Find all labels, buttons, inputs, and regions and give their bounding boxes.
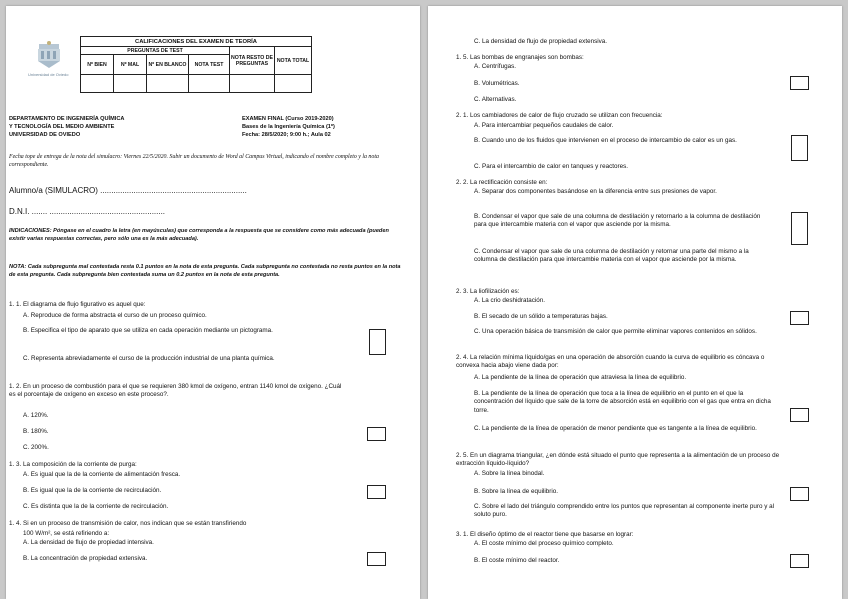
answer-box-2-3[interactable]: [790, 311, 809, 325]
question-2-4-stem: 2. 4. La relación mínima líquido/gas en una operación de absorción cuando la curva de equilibrio es cóncava o convexa hacia abajo viene dada por:: [456, 354, 765, 370]
test-group-header: PREGUNTAS DE TEST: [81, 47, 230, 55]
question-1-4-stem-line2: 100 W/m², se está refiriendo a:: [23, 530, 110, 537]
cell-nota-resto[interactable]: [230, 75, 275, 93]
option-1-3-b: B. Es igual que la de la corriente de recirculación.: [23, 487, 162, 494]
question-1-2-stem: 1. 2. En un proceso de combustión para el que se requieren 380 kmol de oxígeno, entran 1140 kmol de oxígeno. ¿Cuál es el porcentaje de oxígeno en exceso en este proceso?.: [9, 383, 342, 399]
option-3-1-a: A. El coste mínimo del proceso químico completo.: [474, 540, 614, 547]
option-2-1-c: C. Para el intercambio de calor en tanques y reactores.: [474, 163, 629, 170]
cell-blanco[interactable]: [147, 75, 189, 93]
dept-line: UNIVERSIDAD DE OVIEDO: [9, 132, 81, 138]
university-logo-icon: [32, 40, 66, 74]
option-1-4-a: A. La densidad de flujo de propiedad intensiva.: [23, 539, 154, 546]
option-1-5-b: B. Volumétricas.: [474, 80, 520, 87]
question-2-3-stem: 2. 3. La liofilización es:: [456, 288, 520, 295]
option-1-5-a: A. Centrífugas.: [474, 63, 516, 70]
answer-box-1-3[interactable]: [367, 485, 386, 499]
option-1-5-c: C. Alternativas.: [474, 96, 517, 103]
col-nota-total: NOTA TOTAL: [275, 47, 312, 75]
option-2-5-b: B. Sobre la línea de equilibrio.: [474, 488, 559, 495]
answer-box-1-1[interactable]: [369, 329, 386, 355]
option-1-1-c: C. Representa abreviadamente el curso de la producción industrial de una planta química.: [23, 355, 275, 362]
option-2-3-b: B. El secado de un sólido a temperaturas bajas.: [474, 313, 608, 320]
answer-box-2-1[interactable]: [791, 135, 808, 161]
question-2-5-stem: 2. 5. En un diagrama triangular, ¿en dónde está situado el punto que representa a la alimentación de un proceso de extracción líquido-líquido?: [456, 452, 780, 468]
answer-box-1-5[interactable]: [790, 76, 809, 90]
question-1-3-stem: 1. 3. La composición de la corriente de purga:: [9, 461, 137, 468]
option-2-5-c: C. Sobre el lado del triángulo comprendido entre los puntos que representan al componente inerte puro y al soluto puro.: [474, 503, 774, 519]
student-name-field[interactable]: Alumno/a (SIMULACRO) ..................................................................: [9, 186, 247, 195]
option-2-2-c: C. Condensar el vapor que sale de una columna de destilación y retornar una parte del mismo a la columna de destilación para que intercambie materia con el vapor que asciende por la misma.: [474, 248, 749, 264]
option-1-2-b: B. 180%.: [23, 428, 49, 435]
grades-table: [80, 36, 312, 93]
exam-line: Fecha: 28/5/2020; 9:00 h.; Aula 02: [242, 132, 331, 138]
cell-nota-total[interactable]: [275, 75, 312, 93]
option-1-1-a: A. Reproduce de forma abstracta el curso de un proceso químico.: [23, 312, 207, 319]
option-2-5-a: A. Sobre la línea binodal.: [474, 470, 545, 477]
option-1-4-b: B. La concentración de propiedad extensiva.: [23, 555, 148, 562]
option-2-4-b: B. La pendiente de la línea de operación que toca a la línea de equilibrio en el punto en el que la concentración del líquido que sale de la torre de absorción está en equilibrio con el gas que entra en dicha torre.: [474, 390, 771, 414]
option-2-1-b: B. Cuando uno de los fluidos que intervienen en el proceso de intercambio de calor es un gas.: [474, 137, 737, 144]
option-2-1-a: A. Para intercambiar pequeños caudales de calor.: [474, 122, 614, 129]
col-bien: Nº BIEN: [81, 55, 114, 75]
page-2: [428, 6, 842, 599]
department-block: [9, 115, 124, 139]
question-2-2-stem: 2. 2. La rectificación consiste en:: [456, 179, 548, 186]
answer-box-3-1[interactable]: [790, 554, 809, 568]
col-mal: Nº MAL: [114, 55, 147, 75]
question-1-4-stem-line1: 1. 4. Si en un proceso de transmisión de calor, nos indican que se están transfiriendo: [9, 520, 247, 527]
option-3-1-b: B. El coste mínimo del reactor.: [474, 557, 560, 564]
grades-table-title: CALIFICACIONES DEL EXAMEN DE TEORÍA: [81, 37, 312, 47]
exam-line: Bases de la Ingeniería Química (1º): [242, 124, 335, 130]
option-2-4-a: A. La pendiente de la línea de operación que atraviesa la línea de equilibrio.: [474, 374, 687, 381]
question-2-1-stem: 2. 1. Los cambiadores de calor de flujo cruzado se utilizan con frecuencia:: [456, 112, 663, 119]
answer-box-1-2[interactable]: [367, 427, 386, 441]
option-1-2-c: C. 200%.: [23, 444, 49, 451]
option-2-4-c: C. La pendiente de la línea de operación de menor pendiente que es tangente a la línea de equilibrio.: [474, 425, 757, 432]
answer-box-2-4[interactable]: [790, 408, 809, 422]
page-1: [6, 6, 420, 599]
dept-line: DEPARTAMENTO DE INGENIERÍA QUÍMICA: [9, 116, 125, 122]
col-blanco: Nº EN BLANCO: [147, 55, 189, 75]
question-1-5-stem: 1. 5. Las bombas de engranajes son bombas:: [456, 54, 584, 61]
dept-line: Y TECNOLOGÍA DEL MEDIO AMBIENTE: [9, 124, 115, 130]
option-2-2-b: B. Condensar el vapor que sale de una columna de destilación y retornarlo a la columna de destilación para que intercambie materia con el vapor que asciende por la misma.: [474, 213, 761, 229]
question-3-1-stem: 3. 1. El diseño óptimo de el reactor tiene que basarse en lograr:: [456, 531, 634, 538]
instructions-text: INDICACIONES: Póngase en el cuadro la letra (en mayúsculas) que corresponda a la respuesta que se considere como más adecuada (pueden existir varias respuestas correctas, pero sólo una es la más adecuada).: [9, 228, 389, 242]
logo-caption: Universidad de Oviedo: [28, 72, 69, 77]
option-1-3-c: C. Es distinta que la de la corriente de recirculación.: [23, 503, 169, 510]
cell-nota-test[interactable]: [189, 75, 230, 93]
option-1-1-b: B. Especifica el tipo de aparato que se utiliza en cada operación mediante un pictograma.: [23, 327, 273, 334]
option-2-3-a: A. La crio deshidratación.: [474, 297, 546, 304]
answer-box-1-4[interactable]: [367, 552, 386, 566]
exam-info-block: [242, 115, 335, 139]
cell-mal[interactable]: [114, 75, 147, 93]
answer-box-2-5[interactable]: [790, 487, 809, 501]
scoring-note: NOTA: Cada subpregunta mal contestada resta 0.1 puntos en la nota de esta pregunta. Cada subpregunta no contestada no resta puntos en la nota de esta pregunta. Cada subpregunta bien contestada suma un 0.2 puntos en la nota de esta pregunta.: [9, 264, 401, 278]
option-1-3-a: A. Es igual que la de la corriente de alimentación fresca.: [23, 471, 181, 478]
exam-line: EXAMEN FINAL (Curso 2019-2020): [242, 116, 334, 122]
answer-box-2-2[interactable]: [791, 212, 808, 245]
col-nota-test: NOTA TEST: [189, 55, 230, 75]
option-2-3-c: C. Una operación básica de transmisión de calor que permite eliminar vapores contenidos en sólidos.: [474, 328, 757, 335]
option-2-2-a: A. Separar dos componentes basándose en la diferencia entre sus presiones de vapor.: [474, 188, 717, 195]
option-1-4-c: C. La densidad de flujo de propiedad extensiva.: [474, 38, 608, 45]
cell-bien[interactable]: [81, 75, 114, 93]
option-1-2-a: A. 120%.: [23, 412, 49, 419]
dni-field[interactable]: D.N.I. ....... ....................................................: [9, 207, 166, 216]
col-nota-resto: NOTA RESTO DE PREGUNTAS: [230, 47, 275, 75]
deadline-note: Fecha tope de entrega de la nota del simulacro: Viernes 22/5/2020. Subir un documento de Word al Campus Virtual, indicando el nombre completo y la nota correspondiente.: [9, 154, 379, 168]
question-1-1-stem: 1. 1. El diagrama de flujo figurativo es aquel que:: [9, 301, 146, 308]
